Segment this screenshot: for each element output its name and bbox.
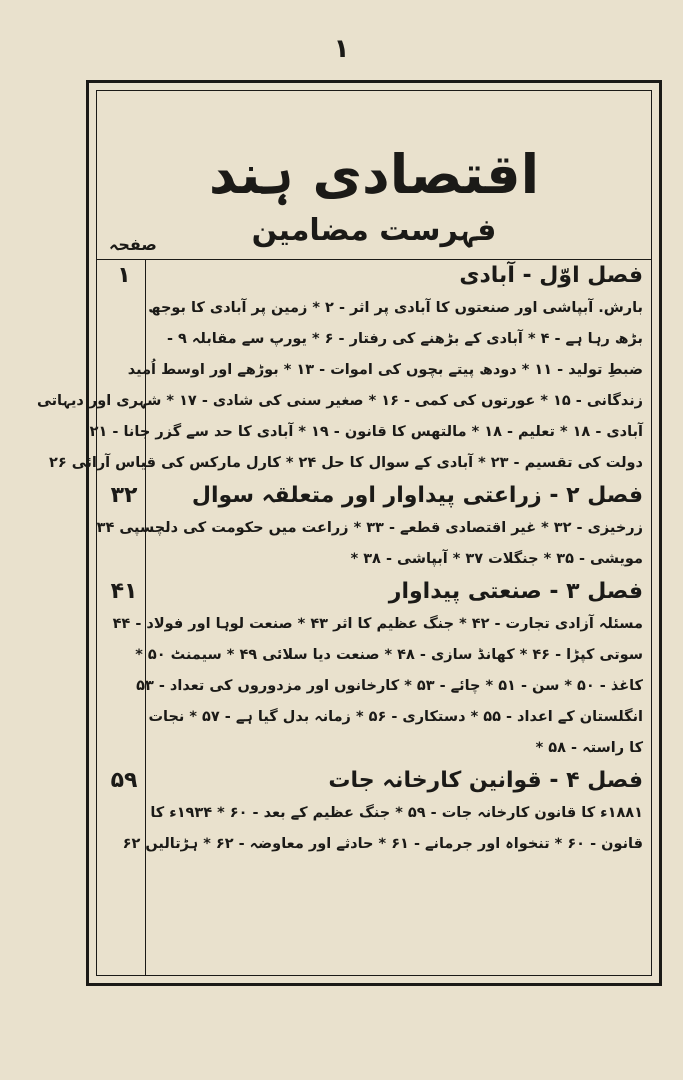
toc-line: بارش. آبپاشی اور صنعتوں کا آبادی پر اثر - ۲ * زمین پر آبادی کا بوجھ — [148, 300, 643, 316]
page-frame-inner — [36, 90, 652, 976]
toc-line: بڑھ رہا ہے - ۴ * آبادی کے بڑھنے کی رفتار - ۶ * یورپ سے مقابلہ ۹ - — [166, 331, 643, 347]
chapter-2 — [96, 479, 643, 575]
chapter-title: فصل ۳ - صنعتی پیداوار — [388, 579, 643, 604]
chapter-title: فصل اوّل - آبادی — [459, 263, 643, 288]
chapter-title: فصل ۴ - قوانین کارخانہ جات — [328, 768, 643, 793]
chapter-1 — [36, 259, 643, 479]
chapter-page-number: ۳۲ — [110, 483, 138, 508]
chapter-page-number: ۱ — [117, 263, 131, 288]
toc-line: مسئلہ آزادی تجارت - ۴۲ * جنگ عظیم کا اثر ۴۳ * صنعت لوہا اور فولاد - ۴۴ — [112, 616, 643, 632]
page-frame — [36, 80, 662, 986]
toc-line: آبادی - ۱۸ * تعلیم - ۱۸ * مالتھس کا قانون - ۱۹ * آبادی کا حد سے گزر جانا - ۲۱ — [89, 424, 643, 440]
page-column-label: صفحہ — [109, 235, 157, 254]
chapter-page-number: ۵۹ — [110, 768, 138, 793]
toc-line: قانون - ۶۰ * تنخواہ اور جرمانے - ۶۱ * حادثے اور معاوضہ - ۶۲ * ہڑتالیں ۶۲ — [122, 836, 643, 852]
book-title: اقتصادی ہند — [208, 143, 540, 206]
toc-line: کاغذ - ۵۰ * سن - ۵۱ * چائے - ۵۳ * کارخانوں اور مزدوروں کی تعداد - ۵۳ — [136, 678, 643, 694]
toc-line: انگلستان کے اعداد - ۵۵ * دستکاری - ۵۶ * زمانہ بدل گیا ہے - ۵۷ * نجات — [148, 709, 643, 725]
toc-line: زرخیزی - ۳۲ * غیر اقتصادی قطعے - ۳۳ * زراعت میں حکومت کی دلچسپی ۳۴ — [96, 520, 643, 536]
toc-line: دولت کی تقسیم - ۲۳ * آبادی کے سوال کا حل ۲۴ * کارل مارکس کی قیاس آرائی ۲۶ — [48, 455, 643, 471]
chapter-3 — [110, 575, 643, 764]
table-of-contents — [36, 259, 643, 860]
chapter-page-number: ۴۱ — [110, 579, 138, 604]
toc-line: سوتی کپڑا - ۴۶ * کھانڈ سازی - ۴۸ * صنعت دیا سلائی ۴۹ * سیمنٹ ۵۰ * — [135, 647, 643, 663]
toc-line: مویشی - ۳۵ * جنگلات ۳۷ * آبپاشی - ۳۸ * — [350, 551, 643, 567]
toc-line: کا راستہ - ۵۸ * — [535, 740, 643, 756]
contents-heading: فہرست مضامین — [251, 213, 497, 248]
toc-line: زندگانی - ۱۵ * عورتوں کی کمی - ۱۶ * صغیر سنی کی شادی - ۱۷ * شہری اور دیہاتی — [36, 393, 643, 409]
chapter-4 — [110, 764, 643, 860]
chapter-title: فصل ۲ - زراعتی پیداوار اور متعلقہ سوال — [191, 483, 643, 508]
toc-line: ۱۸۸۱ء کا قانون کارخانہ جات - ۵۹ * جنگ عظیم کے بعد - ۶۰ * ۱۹۳۴ء کا — [150, 805, 643, 821]
toc-line: ضبطِ تولید - ۱۱ * دودھ پیتے بچوں کی اموات - ۱۳ * بوڑھے اور اوسط اُمید — [127, 362, 643, 378]
page-number: ۱ — [333, 34, 350, 64]
